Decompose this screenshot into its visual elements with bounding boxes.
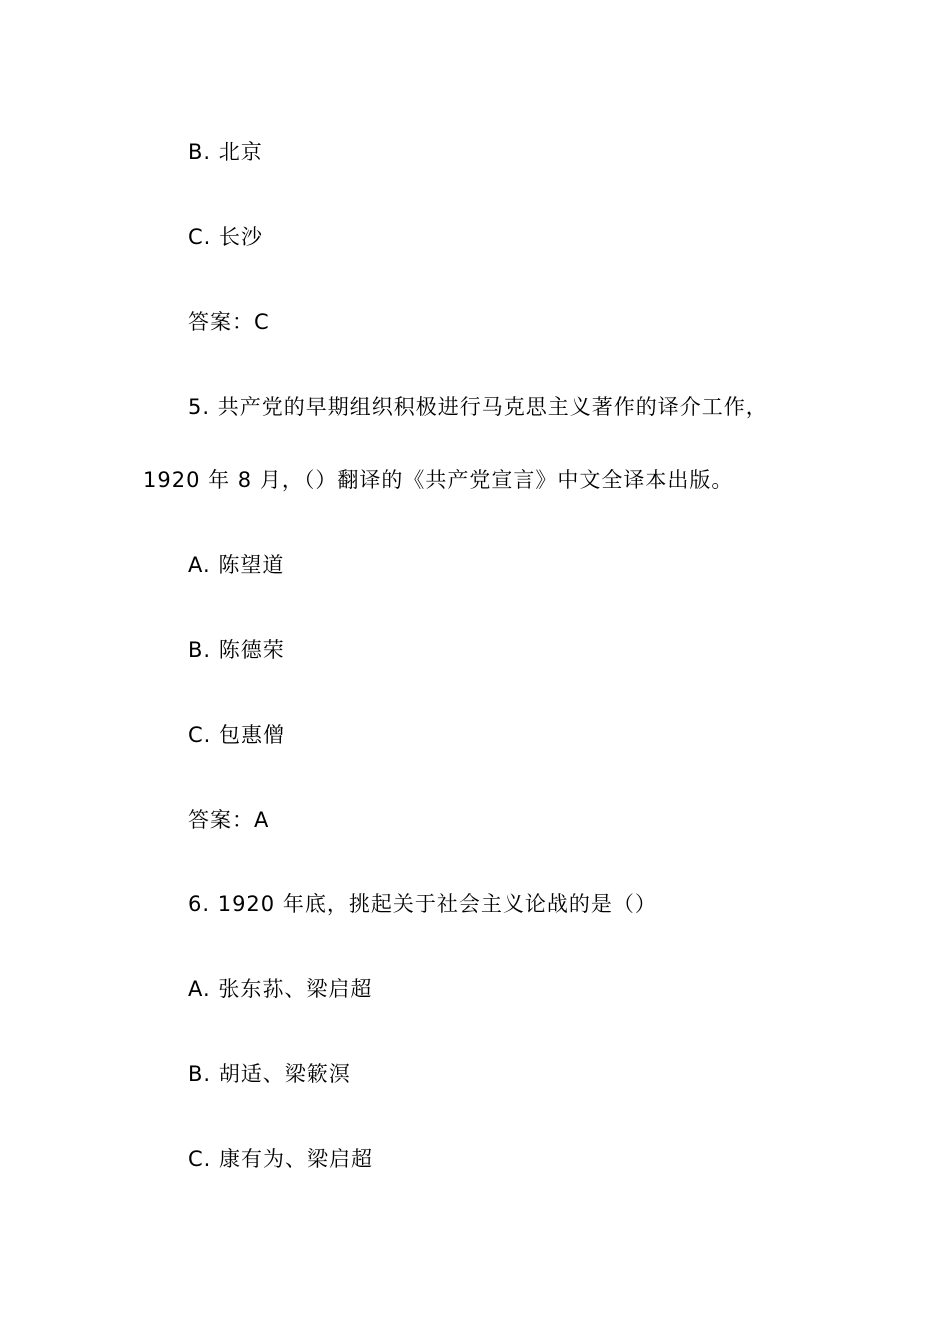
q5-answer: 答案：A — [188, 808, 270, 832]
q5-option-b: B. 陈德荣 — [188, 638, 285, 662]
q5-stem-line-1: 5. 共产党的早期组织积极进行马克思主义著作的译介工作， — [188, 395, 768, 419]
q5-option-a: A. 陈望道 — [188, 553, 285, 577]
q6-option-b: B. 胡适、梁簌溟 — [188, 1062, 351, 1086]
q5-stem-line-2: 1920 年 8 月，（）翻译的《共产党宣言》中文全译本出版。 — [143, 468, 734, 492]
q4-option-c: C. 长沙 — [188, 225, 264, 249]
q6-stem: 6. 1920 年底，挑起关于社会主义论战的是（） — [188, 892, 657, 916]
q6-option-a: A. 张东荪、梁启超 — [188, 977, 373, 1001]
q4-answer: 答案：C — [188, 310, 270, 334]
q6-option-c: C. 康有为、梁启超 — [188, 1147, 374, 1171]
q4-option-b: B. 北京 — [188, 140, 263, 164]
q5-option-c: C. 包惠僧 — [188, 723, 286, 747]
